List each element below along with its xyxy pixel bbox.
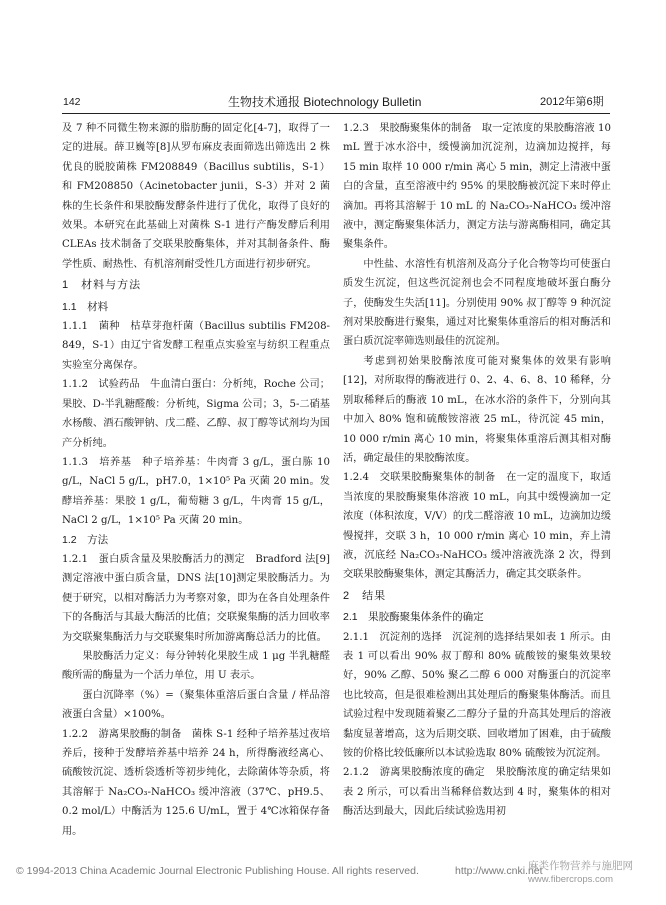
- paragraph-media: 1.1.3 培养基 种子培养基：牛肉膏 3 g/L，蛋白胨 10 g/L，NaCl 5 g/L，pH7.0，1×10⁵ Pa 灭菌 20 min。发酵培养基：果胶 1 g/L，葡萄糖 3 g/L，牛肉膏 15 g/L，NaCl 2 g/L，1×10⁵ Pa 灭菌 20 min。: [62, 456, 330, 527]
- cnki-link[interactable]: http://www.cnki.net: [455, 865, 543, 877]
- paragraph-activity-definition: 果胶酶活力定义：每分钟转化果胶生成 1 μg 半乳糖醛酸所需的酶量为一个活力单位，用 U 表示。: [62, 650, 330, 682]
- paragraph-concentration-result: 2.1.2 游离果胶酶浓度的确定 果胶酶浓度的确定结果如表 2 所示，可以看出当稀释倍数达到 4 时，聚集体的相对酶活达到最大，因此后续试验选用初: [343, 767, 611, 818]
- paragraph-protein-assay: 1.2.1 蛋白质含量及果胶酶活力的测定 Bradford 法[9]测定溶液中蛋白质含量，DNS 法[10]测定果胶酶活力。为便于研究，以相对酶活力为考察对象，即为在各自处理条件下的各酶活与其最大酶活的比值；交联聚集酶的活力回收率为交联聚集酶活力与交联聚集时所加游离酶总活力的比值。: [62, 553, 330, 643]
- page-footer: [0, 856, 666, 886]
- paragraph-crosslinked-prep: 1.2.4 交联果胶酶聚集体的制备 在一定的温度下，取适当浓度的果胶酶聚集体溶液 10 mL，向其中缓慢滴加一定浓度（体积浓度，V/V）的戊二醛溶液 10 mL，边滴加边缓慢搅拌，交联 3 h，10 000 r/min 离心 10 min，弃上清液，沉底经 Na₂CO₃-NaHCO₃ 缓冲溶液洗涤 2 次，得到交联果胶酶聚集体，测定其酶活力，确定其交联条件。: [343, 472, 611, 581]
- paragraph-precipitants: 中性盐、水溶性有机溶剂及高分子化合物等均可使蛋白质发生沉淀，但这些沉淀剂也会不同程度地破坏蛋白酶分子，使酶发生失活[11]。分别使用 90% 叔丁醇等 9 种沉淀剂对果胶酶进行聚集，通过对比聚集体重溶后的相对酶活和蛋白质沉淀率筛选则最佳的沉淀剂。: [343, 258, 611, 348]
- paragraph-aggregate-prep: 1.2.3 果胶酶聚集体的制备 取一定浓度的果胶酶溶液 10 mL 置于冰水浴中，缓慢滴加沉淀剂，边滴加边搅拌，每 15 min 取样 10 000 r/min 离心 5 min，测定上清液中蛋白的含量，直至溶液中约 95% 的果胶酶被沉淀下来时停止滴加。再将其溶解于 10 mL 的 Na₂CO₃-NaHCO₃ 缓冲溶液中，测定酶聚集体活力，测定方法与游离酶相同，确定其聚集条件。: [343, 123, 611, 251]
- subsection-heading-methods: 1.2 方法: [62, 533, 109, 546]
- watermark-url: www.fibercrops.com: [528, 874, 613, 885]
- section-heading-results: 2 结果: [343, 589, 387, 602]
- subsection-heading-materials: 1.1 材料: [62, 300, 109, 313]
- intro-paragraph: 及 7 种不同微生物来源的脂肪酶的固定化[4-7]，取得了一定的进展。薛卫巍等[8]从罗布麻皮表面筛选出筛选出 2 株优良的脱胶菌株 FM208849（Bacillus subtilis，S-1）和 FM208850（Acinetobacter junii，S-3）并对 2 菌株的生长条件和果胶酶发酵条件进行了优化，取得了良好的效果。本研究在此基础上对菌株 S-1 进行产酶发酵后利用 CLEAs 技术制备了交联果胶酶集体，并对其制备条件、酶学性质、耐热性、有机溶剂耐受性几方面进行初步研究。: [62, 123, 330, 270]
- section-heading-materials-methods: 1 材料与方法: [62, 279, 142, 292]
- watermark-text: 麻类作物营养与施肥网: [528, 860, 633, 872]
- page-number: 142: [63, 96, 81, 108]
- journal-title: 生物技术通报 Biotechnology Bulletin: [228, 95, 422, 109]
- copyright-notice: © 1994-2013 China Academic Journal Electronic Publishing House. All rights reserved.: [16, 865, 419, 877]
- journal-issue: 2012年第6期: [540, 96, 604, 108]
- paragraph-precipitant-selection: 2.1.1 沉淀剂的选择 沉淀剂的选择结果如表 1 所示。由表 1 可以看出 90% 叔丁醇和 80% 硫酸铵的聚集效果较好，90% 乙醇、50% 聚乙二醇 6 000 对酶蛋白的沉淀率也比较高，但是很难检测出其处理后的酶聚集体酶活。而且试验过程中发现随着聚乙二醇分子量的升高其处理后的溶液黏度显著增高，这为后期交联、回收增加了困难，由于硫酸铵的价格比较低廉所以本试验选取 80% 硫酸铵为沉淀剂。: [343, 631, 611, 759]
- left-column: [62, 119, 330, 841]
- paragraph-strain: 1.1.1 菌种 枯草芽孢杆菌（Bacillus subtilis FM208-849，S-1）由辽宁省发酵工程重点实验室与纺织工程重点实验室分离保存。: [62, 321, 330, 371]
- paragraph-enzyme-concentration: 考虑到初始果胶酶浓度可能对聚集体的效果有影响[12]，对所取得的酶液进行 0、2、4、6、8、10 稀释，分别取稀释后的酶液 10 mL，在冰水浴的条件下，分别向其中加入 80% 饱和硫酸铵溶液 25 mL，待沉淀 45 min，10 000 r/min 离心 10 min，将聚集体重溶后测其相对酶活，确定最佳的果胶酶浓度。: [343, 355, 611, 464]
- right-column: [343, 119, 611, 822]
- header-rule: [62, 113, 610, 114]
- watermark: [528, 860, 633, 886]
- subsection-heading-aggregate-conditions: 2.1 果胶酶聚集体条件的确定: [343, 611, 484, 624]
- paragraph-free-enzyme-prep: 1.2.2 游离果胶酶的制备 菌株 S-1 经种子培养基过夜培养后，接种于发酵培养基中培养 24 h，所得酶液经离心、硫酸铵沉淀、透析袋透析等初步纯化，去除菌体等杂质，将其溶解于 Na₂CO₃-NaHCO₃ 缓冲溶液（37℃、pH9.5、0.2 mol/L）中酶活为 125.6 U/mL，置于 4℃冰箱保存备用。: [62, 728, 330, 837]
- paragraph-reagents: 1.1.2 试验药品 牛血清白蛋白：分析纯，Roche 公司；果胶、D-半乳糖醛酸：分析纯，Sigma 公司；3，5-二硝基水杨酸、酒石酸钾钠、戊二醛、乙醇、叔丁醇等试剂均为国产分析纯。: [62, 379, 330, 449]
- paragraph-precipitation-formula: 蛋白沉降率（%）=（聚集体重溶后蛋白含量 / 样品溶液蛋白含量）×100%。: [62, 689, 330, 721]
